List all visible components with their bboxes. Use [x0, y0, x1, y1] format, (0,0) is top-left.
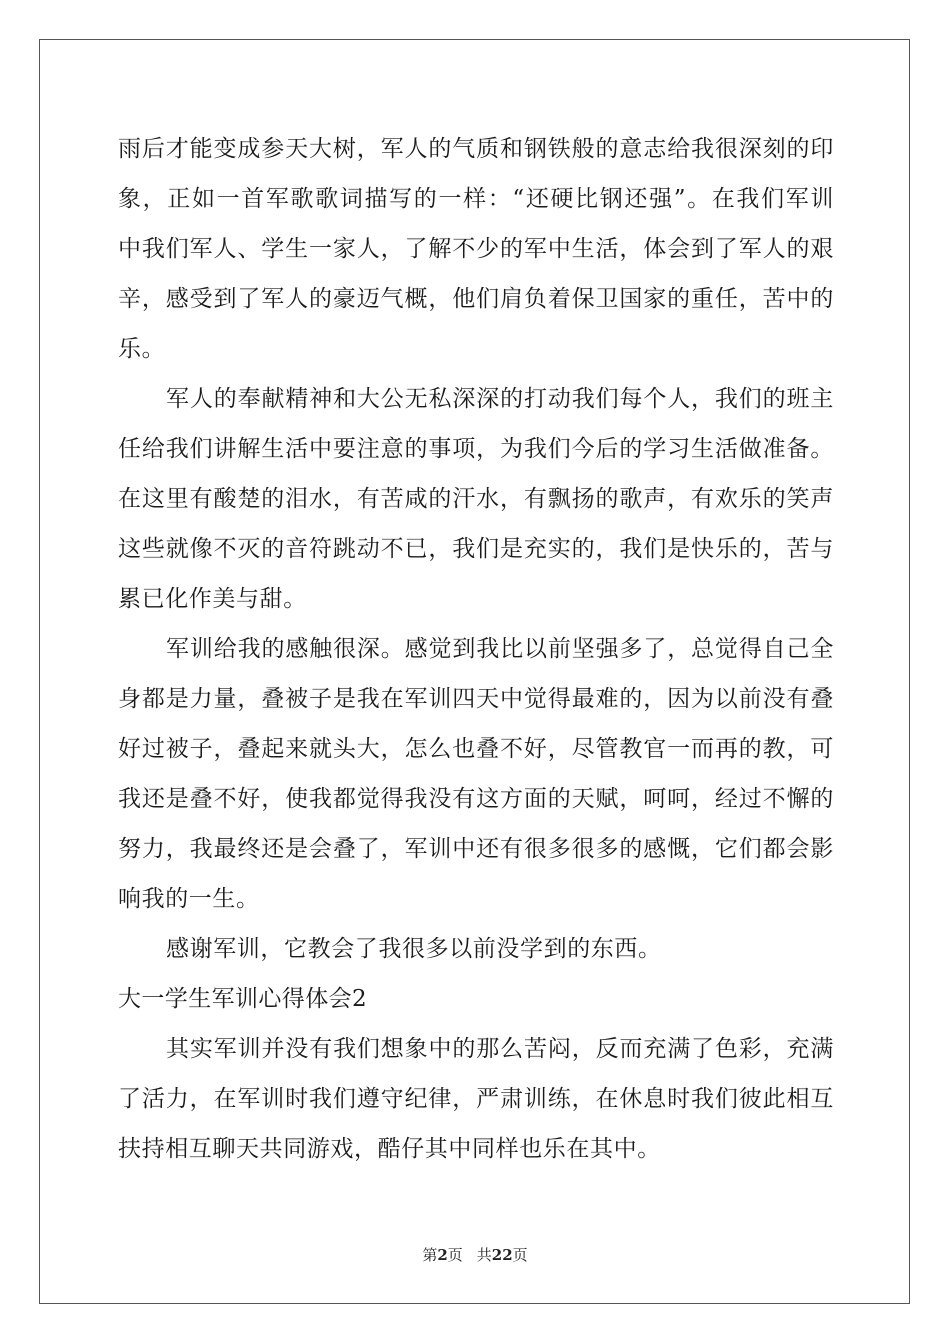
page-footer	[0, 1244, 950, 1265]
text-line: 其实军训并没有我们想象中的那么苦闷，反而充满了色彩，充满	[166, 1036, 834, 1062]
text-line: 中我们军人、学生一家人，了解不少的军中生活，体会到了军人的艰	[118, 236, 834, 262]
total-pages: 22	[491, 1246, 513, 1264]
text-line: 乐。	[118, 336, 166, 362]
page-number: 2	[437, 1246, 448, 1264]
page-suffix: 页	[447, 1246, 463, 1264]
text-line: 这些就像不灭的音符跳动不已，我们是充实的，我们是快乐的，苦与	[118, 536, 834, 562]
text-line: 雨后才能变成参天大树，军人的气质和钢铁般的意志给我很深刻的印	[118, 136, 834, 162]
text-line: 身都是力量，叠被子是我在军训四天中觉得最难的，因为以前没有叠	[118, 686, 834, 712]
text-line: 了活力，在军训时我们遵守纪律，严肃训练，在休息时我们彼此相互	[118, 1086, 834, 1112]
text-line: 好过被子，叠起来就头大，怎么也叠不好，尽管教官一而再的教，可	[118, 736, 834, 762]
text-line: 象，正如一首军歌歌词描写的一样：“还硬比钢还强”。在我们军训	[118, 186, 834, 212]
section-heading: 大一学生军训心得体会2	[118, 986, 368, 1012]
page-prefix: 第	[422, 1246, 438, 1264]
total-suffix: 页	[512, 1246, 528, 1264]
text-line: 在这里有酸楚的泪水，有苦咸的汗水，有飘扬的歌声，有欢乐的笑声	[118, 486, 834, 512]
document-body	[118, 124, 834, 1174]
text-line: 军训给我的感触很深。感觉到我比以前坚强多了，总觉得自己全	[166, 636, 834, 662]
total-prefix: 共	[476, 1246, 492, 1264]
text-line: 军人的奉献精神和大公无私深深的打动我们每个人，我们的班主	[166, 386, 834, 412]
text-line: 任给我们讲解生活中要注意的事项，为我们今后的学习生活做准备。	[118, 436, 834, 462]
text-line: 响我的一生。	[118, 886, 260, 912]
text-line: 努力，我最终还是会叠了，军训中还有很多很多的感慨，它们都会影	[118, 836, 834, 862]
text-line: 我还是叠不好，使我都觉得我没有这方面的天赋，呵呵，经过不懈的	[118, 786, 834, 812]
text-line: 辛，感受到了军人的豪迈气概，他们肩负着保卫国家的重任，苦中的	[118, 286, 834, 312]
text-line: 感谢军训，它教会了我很多以前没学到的东西。	[166, 936, 662, 962]
text-line: 累已化作美与甜。	[118, 586, 307, 612]
text-line: 扶持相互聊天共同游戏，酷仔其中同样也乐在其中。	[118, 1136, 661, 1162]
